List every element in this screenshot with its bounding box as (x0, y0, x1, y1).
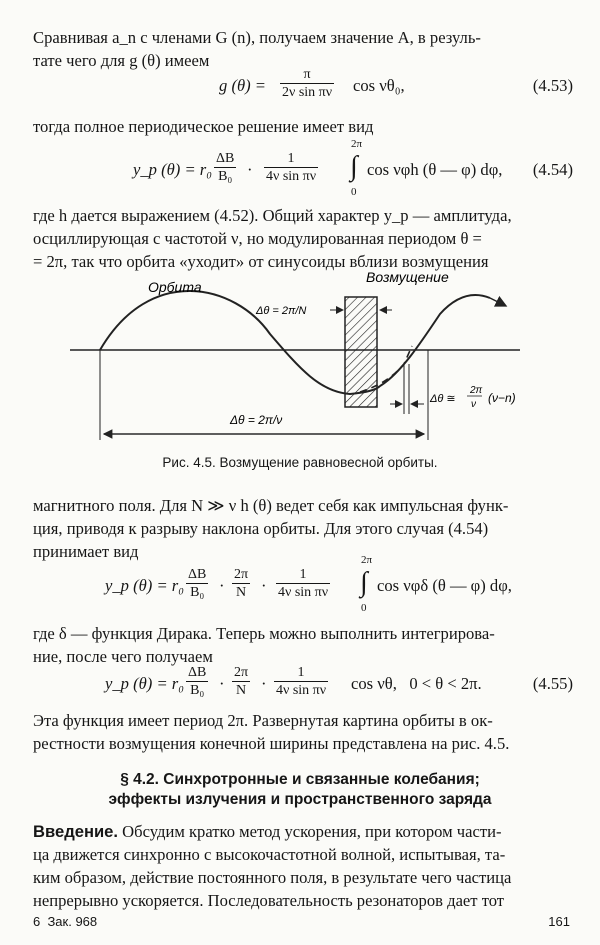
eq-lhs: y_p (θ) = r₀ (105, 674, 185, 693)
text-line: тогда полное периодическое решение имеет вид (33, 117, 374, 136)
label-approx-frac-num: 2π (470, 385, 483, 396)
equation-number: (4.55) (532, 674, 573, 693)
label-dtheta-approx: Δθ ≅ (430, 393, 456, 405)
section-heading-line: § 4.2. Синхротронные и связанные колебания; (120, 771, 480, 788)
integral-upper-limit: 2π (361, 554, 373, 566)
eq-fraction (276, 566, 330, 601)
paragraph-character (33, 204, 573, 273)
eq-fraction (186, 664, 208, 699)
orbit-curve (100, 291, 380, 394)
text-line: ние, после чего получаем (33, 647, 213, 666)
fraction-numerator: 1 (274, 664, 328, 682)
text-line: где h дается выражением (4.52). Общий характер y_p — амплитуда, (33, 206, 512, 225)
eq-fraction (232, 664, 250, 699)
text-line-rest: Обсудим кратко метод ускорения, при котором части- (118, 822, 502, 841)
eq-fraction (186, 566, 208, 601)
equation-number: (4.53) (532, 76, 573, 95)
label-dtheta-nu: Δθ = 2π/ν (230, 413, 283, 427)
eq-lhs: g (θ) = (219, 76, 266, 95)
text-line: Сравнивая a_n с членами G (n), получаем значение A, в резуль- (33, 28, 481, 47)
eq-fraction (232, 566, 250, 601)
fraction-numerator: ΔB (188, 665, 207, 680)
eq-fraction (264, 150, 318, 185)
label-approx-tail: (ν−n) (488, 391, 516, 405)
paragraph-solution-intro (33, 115, 573, 138)
fraction-denominator: B₀ (218, 169, 233, 184)
eq-fraction (274, 664, 328, 699)
integral-sign: 2π ∫ 0 (360, 554, 373, 614)
eq-fraction (280, 66, 334, 101)
fraction-denominator: B₀ (190, 585, 205, 600)
eq-dot: · (219, 674, 225, 693)
text-line: Эта функция имеет период 2π. Развернутая картина орбиты в ок- (33, 711, 493, 730)
fraction-denominator: 4ν sin πν (278, 585, 329, 600)
text-line: = 2π, так что орбита «уходит» от синусоиды вблизи возмущения (33, 252, 489, 271)
text-line: рестности возмущения конечной ширины представлена на рис. 4.5. (33, 734, 510, 753)
text-line: осциллирующая с частотой ν, но модулированная периодом θ = (33, 229, 482, 248)
section-heading-line: эффекты излучения и пространственного заряда (108, 791, 492, 808)
fraction-denominator: 2ν sin πν (282, 85, 333, 100)
figure-caption: Рис. 4.5. Возмущение равновесной орбиты. (162, 455, 438, 470)
integral-lower-limit: 0 (351, 186, 357, 198)
integral-upper-limit: 2π (351, 138, 363, 150)
text-line: магнитного поля. Для N ≫ ν h (θ) ведет себя как импульсная функ- (33, 496, 509, 515)
paragraph-impulse (33, 494, 573, 563)
eq-dot: · (219, 576, 225, 595)
integral-sign: 2π ∫ 0 (350, 138, 363, 198)
figure-orbit-perturbation (0, 264, 600, 444)
eq-integrand: cos νφh (θ — φ) dφ, (367, 160, 503, 179)
footer-print-mark: 6 Зак. 968 (33, 914, 98, 929)
eq-lhs: y_p (θ) = r₀ (105, 576, 185, 595)
page-number: 161 (548, 914, 570, 929)
label-approx-frac-den: ν (471, 399, 476, 410)
equation-delta (33, 556, 573, 618)
text-line (33, 820, 573, 843)
text-line: принимает вид (33, 542, 139, 561)
fraction-denominator: B₀ (190, 683, 205, 698)
text-line: ким образом, действие постоянного поля, в результате чего частица (33, 868, 512, 887)
fraction-numerator: π (280, 66, 334, 84)
text-line: тате чего для g (θ) имеем (33, 51, 210, 70)
label-orbit: Орбита (148, 279, 202, 295)
eq-dot: · (247, 160, 253, 179)
eq-rhs: cos νθ, 0 < θ < 2π. (351, 674, 482, 693)
fraction-denominator: N (235, 585, 247, 600)
equation-4-55 (33, 662, 573, 708)
equation-number: (4.54) (532, 160, 573, 179)
eq-fraction (214, 150, 236, 185)
eq-lhs: y_p (θ) = r₀ (133, 160, 213, 179)
eq-integrand: cos νφδ (θ — φ) dφ, (377, 576, 512, 595)
equation-4-54 (33, 140, 573, 202)
fraction-denominator: 4ν sin πν (266, 169, 317, 184)
fraction-numerator: 2π (234, 567, 249, 582)
fraction-numerator: ΔB (216, 151, 235, 166)
fraction-numerator: 2π (234, 665, 249, 680)
integral-lower-limit: 0 (361, 602, 367, 614)
fraction-denominator: N (235, 683, 247, 698)
fraction-numerator: 1 (276, 566, 330, 584)
text-line: где δ — функция Дирака. Теперь можно выполнить интегрирова- (33, 624, 495, 643)
paragraph-introduction (33, 820, 573, 912)
lead-word: Введение. (33, 822, 119, 841)
eq-dot: · (261, 576, 267, 595)
text-line: ция, приводя к разрыву наклона орбиты. Для этого случая (4.54) (33, 519, 489, 538)
eq-rhs: cos νθ₀, (353, 76, 405, 95)
paragraph-period (33, 709, 573, 755)
fraction-numerator: 1 (264, 150, 318, 168)
section-heading (0, 770, 600, 810)
fraction-denominator: 4ν sin πν (276, 683, 327, 698)
label-perturbation: Возмущение (366, 269, 449, 285)
orbit-arrow (490, 298, 506, 306)
eq-dot: · (261, 674, 267, 693)
label-dtheta-N: Δθ = 2π/N (256, 305, 307, 317)
fraction-numerator: ΔB (188, 567, 207, 582)
perturbation-region (345, 297, 377, 407)
text-line: ца движется синхронно с высокочастотной волной, испытывая, та- (33, 845, 506, 864)
text-line: непрерывно ускоряется. Последовательность резонаторов дает тот (33, 891, 505, 910)
